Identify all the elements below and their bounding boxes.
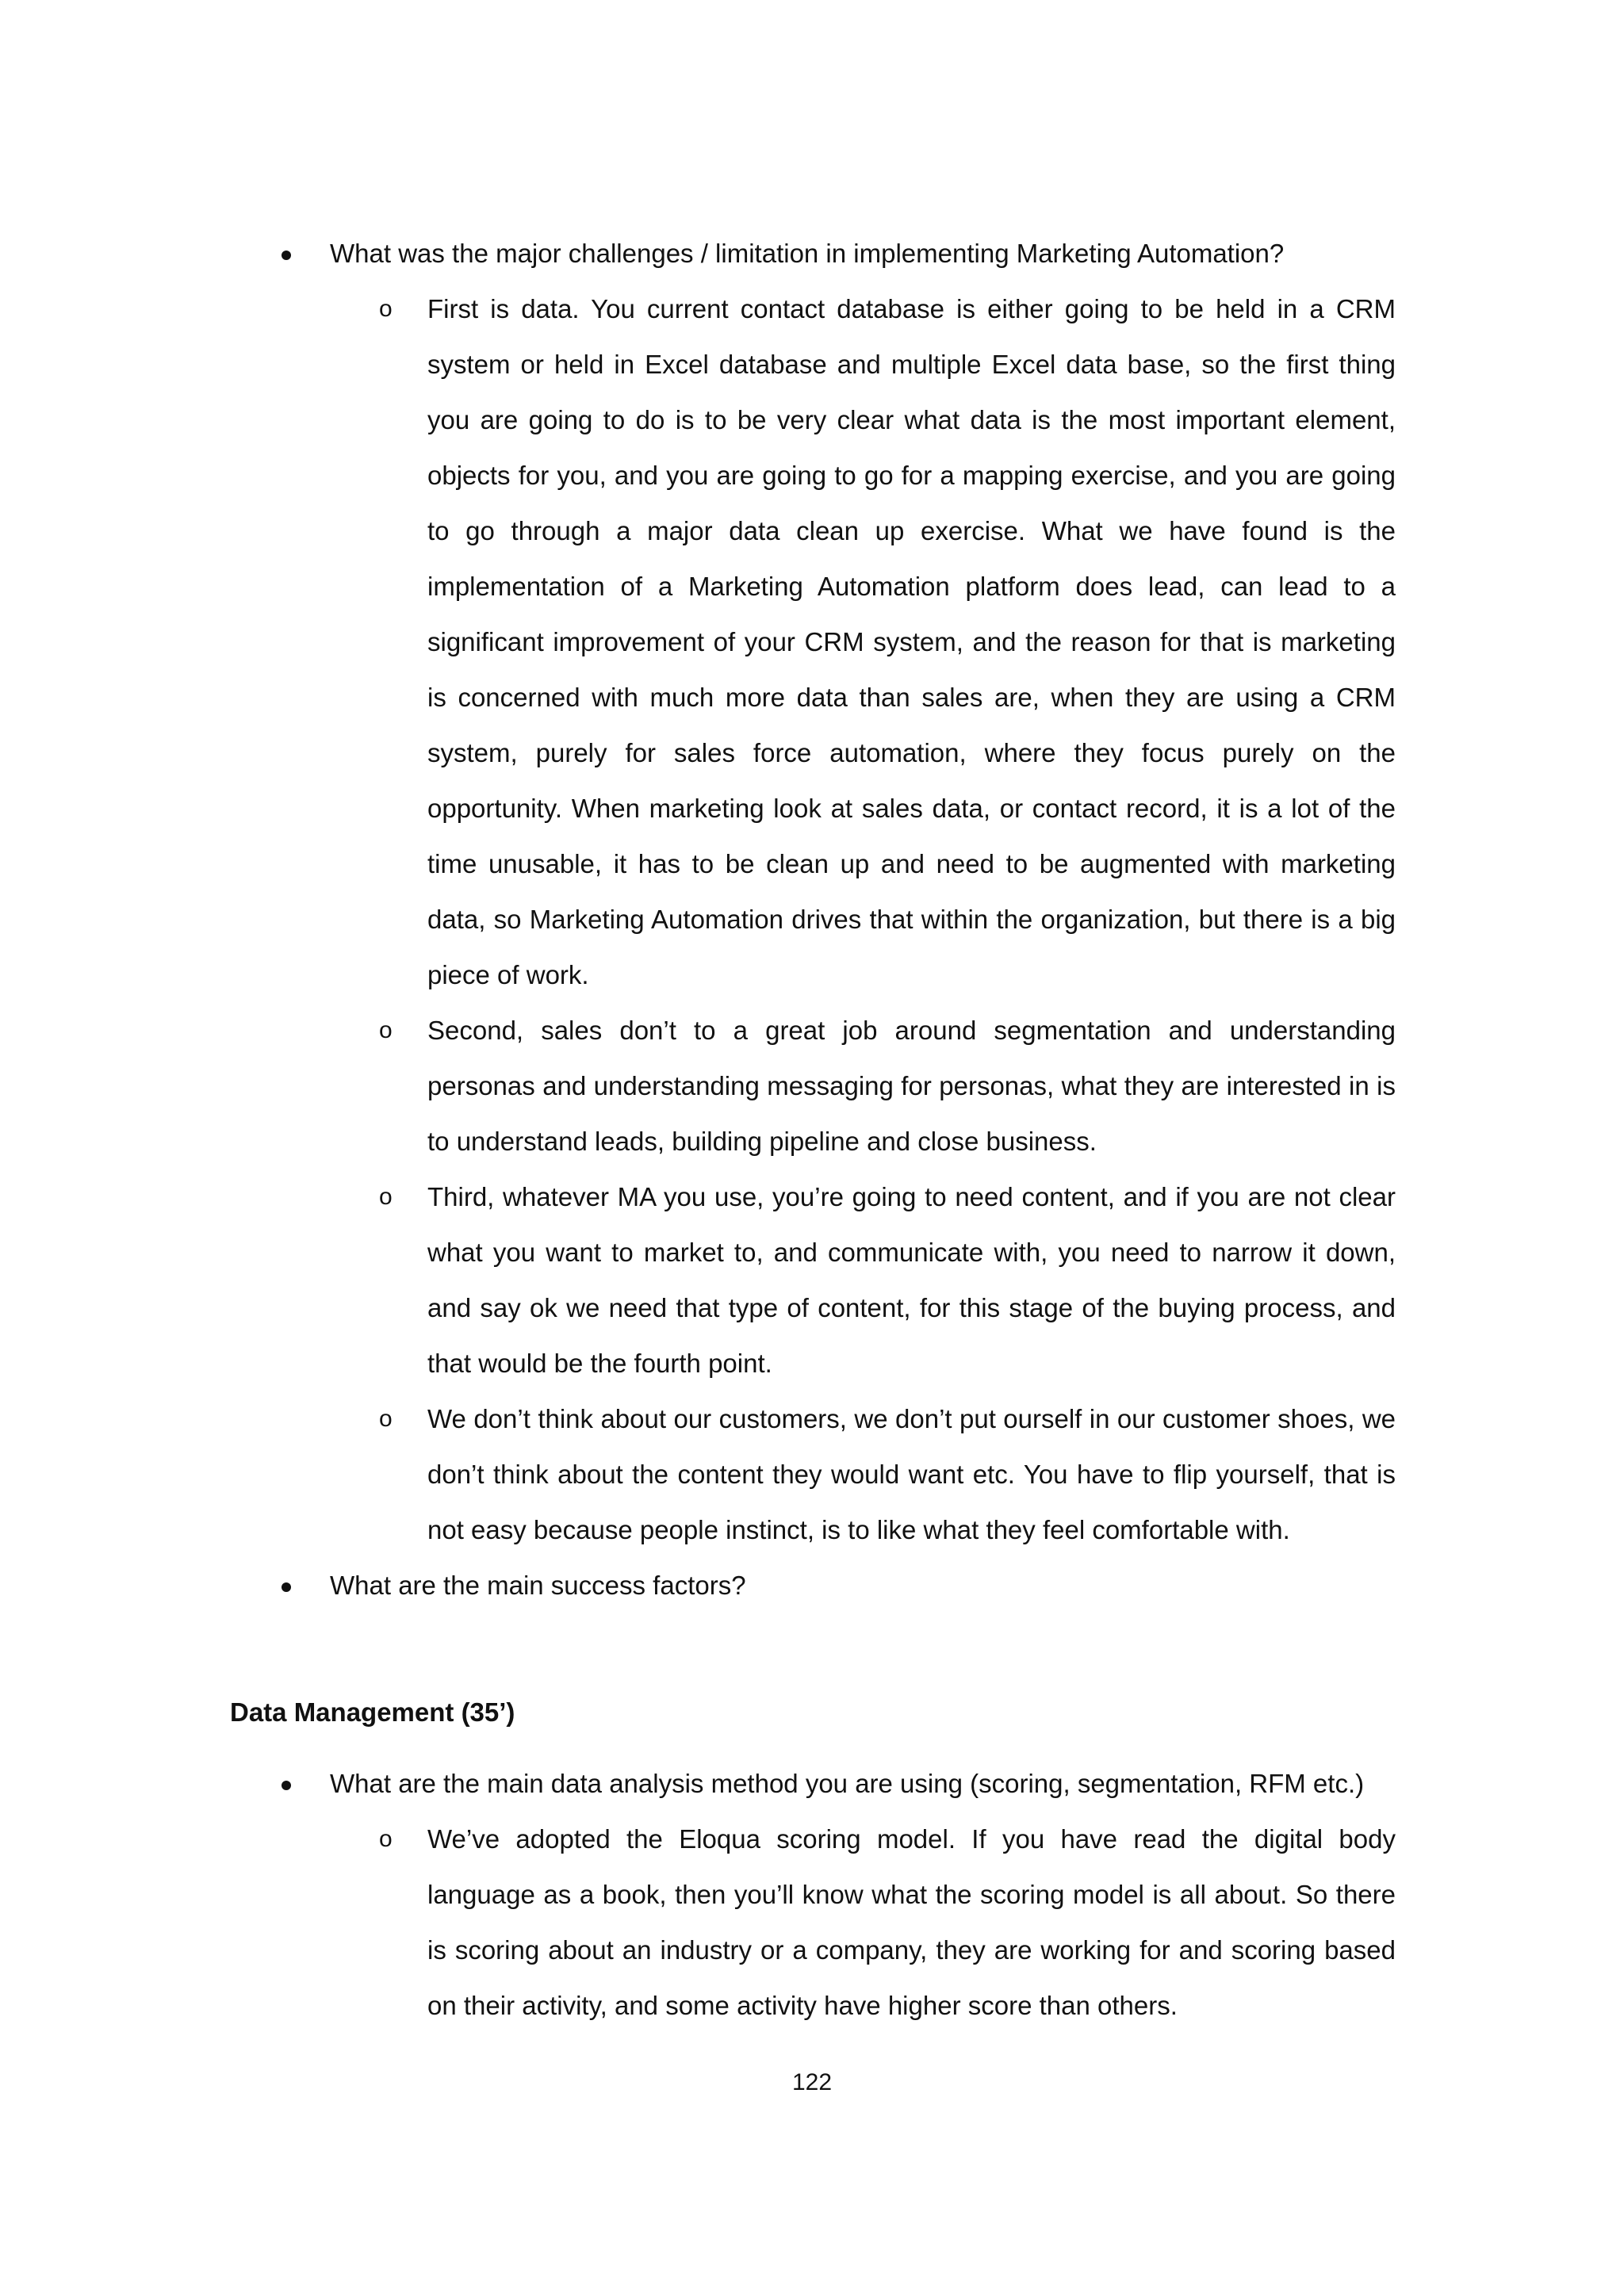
- bullet-icon: [282, 1781, 291, 1790]
- bullet-icon: [282, 251, 291, 260]
- circle-bullet-icon: o: [379, 1406, 393, 1432]
- circle-bullet-icon: o: [379, 1017, 393, 1043]
- page-number: 122: [791, 2069, 833, 2095]
- question-text: What are the main data analysis method you are using (scoring, segmentation, RFM etc.): [330, 1769, 1365, 1798]
- answers-data-analysis: [230, 1812, 1396, 2034]
- answers-challenges: [230, 281, 1396, 1558]
- answer-item: [230, 1169, 1396, 1391]
- page-content: [230, 226, 1396, 2034]
- answer-item: [230, 281, 1396, 1003]
- answer-text: First is data. You current contact database is either going to be held in a CRM system or held in Excel database and multiple Excel data base, so the first thing you are going to do is to be very clear what data is the most important element, objects for you, and you are going to go for a mapping exercise, and you are going to go through a major data clean up exercise. What we have found is the implementation of a Marketing Automation platform does lead, can lead to a significant improvement of your CRM system, and the reason for that is marketing is concerned with much more data than sales are, when they are using a CRM system, purely for sales force automation, where they focus purely on the opportunity. When marketing look at sales data, or contact record, it is a lot of the time unusable, it has to be clean up and need to be augmented with marketing data, so Marketing Automation drives that within the organization, but there is a big piece of work.: [427, 294, 1396, 989]
- circle-bullet-icon: o: [379, 1826, 393, 1852]
- section-heading: Data Management (35’): [230, 1697, 515, 1727]
- answer-text: Third, whatever MA you use, you’re going to need content, and if you are not clear what you want to market to, and communicate with, you need to narrow it down, and say ok we need that type of content, for this stage of the buying process, and that would be the fourth point.: [427, 1182, 1396, 1378]
- answer-item: [230, 1812, 1396, 2034]
- answer-item: [230, 1391, 1396, 1558]
- answer-text: We’ve adopted the Eloqua scoring model. If you have read the digital body language as a book, then you’ll know what the scoring model is all about. So there is scoring about an industry or a company, they are working for and scoring based on their activity, and some activity have higher score than others.: [427, 1824, 1396, 2020]
- answer-text: Second, sales don’t to a great job around segmentation and understanding personas and understanding messaging for personas, what they are interested in is to understand leads, building pipeline and close business.: [427, 1016, 1396, 1156]
- bullet-icon: [282, 1582, 291, 1592]
- question-text: What are the main success factors?: [330, 1571, 746, 1600]
- question-text: What was the major challenges / limitation in implementing Marketing Automation?: [330, 239, 1285, 268]
- answer-text: We don’t think about our customers, we don’t put ourself in our customer shoes, we don’t think about the content they would want etc. You have to flip yourself, that is not easy because people instinct, is to like what they feel comfortable with.: [427, 1404, 1396, 1544]
- answer-item: [230, 1003, 1396, 1169]
- question-challenges: [230, 226, 1396, 281]
- question-success-factors: [230, 1558, 1396, 1613]
- circle-bullet-icon: o: [379, 296, 393, 322]
- question-data-analysis: [230, 1756, 1396, 1812]
- circle-bullet-icon: o: [379, 1184, 393, 1210]
